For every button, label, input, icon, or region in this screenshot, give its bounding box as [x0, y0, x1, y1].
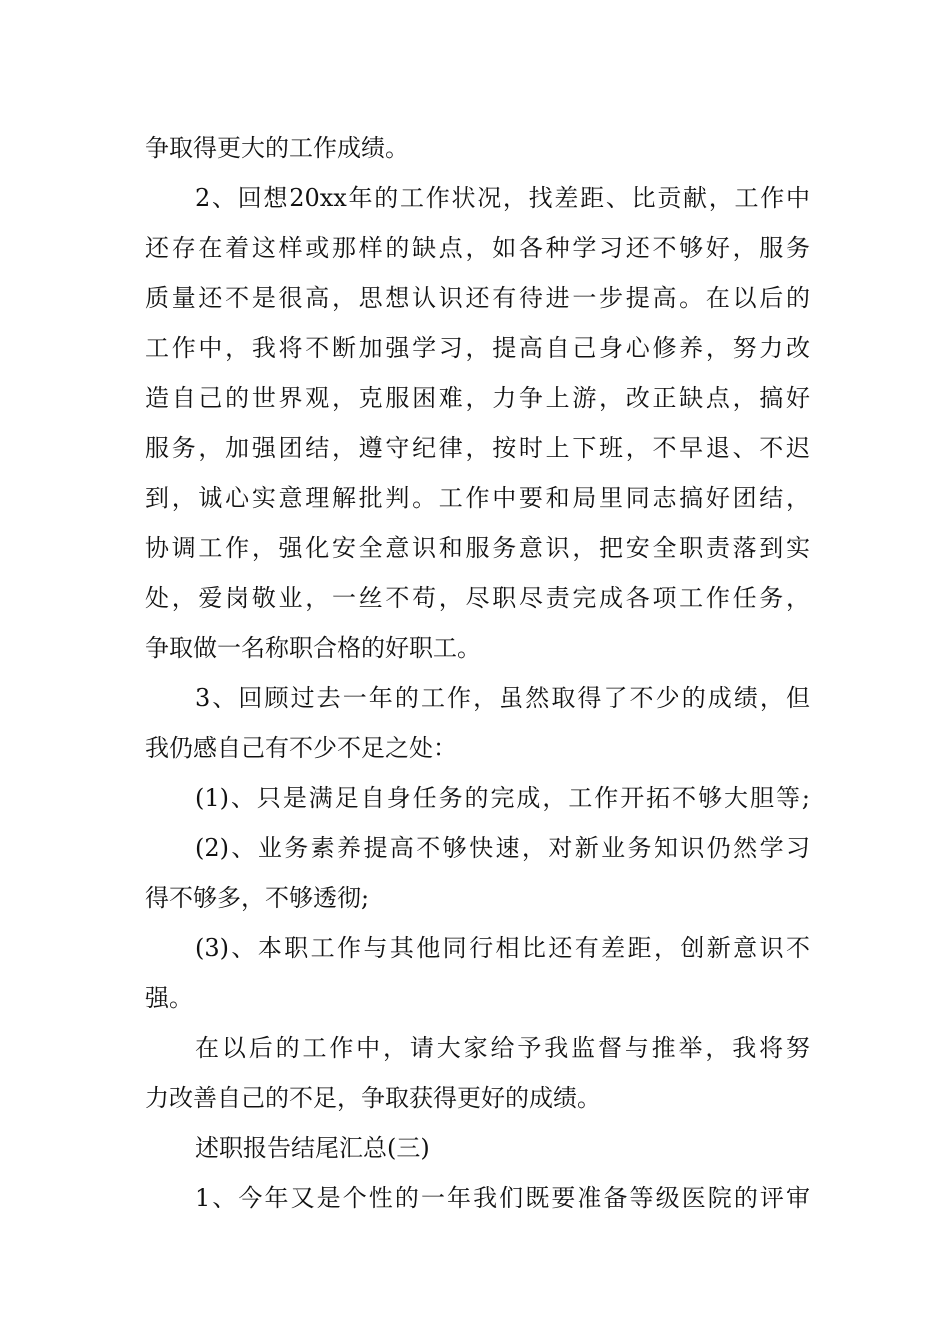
text-line: 工作中，我将不断加强学习，提高自己身心修养，努力改	[145, 334, 810, 362]
text-line: (1)、只是满足自身任务的完成，工作开拓不够大胆等;	[195, 784, 810, 812]
text-line: 在以后的工作中，请大家给予我监督与推举，我将努	[195, 1034, 810, 1062]
text-line: 3、回顾过去一年的工作，虽然取得了不少的成绩，但	[195, 684, 810, 712]
text-line: 还存在着这样或那样的缺点，如各种学习还不够好，服务	[145, 234, 810, 262]
text-line: (2)、业务素养提高不够快速，对新业务知识仍然学习	[195, 834, 810, 862]
text-line: 得不够多，不够透彻;	[145, 884, 370, 912]
section-heading: 述职报告结尾汇总(三)	[195, 1134, 430, 1162]
text-line: 强。	[145, 984, 193, 1012]
text-line: 协调工作，强化安全意识和服务意识，把安全职责落到实	[145, 534, 810, 562]
text-line: 到，诚心实意理解批判。工作中要和局里同志搞好团结，	[145, 484, 810, 512]
text-line: 争取做一名称职合格的好职工。	[145, 634, 481, 662]
text-line: 质量还不是很高，思想认识还有待进一步提高。在以后的	[145, 284, 810, 312]
text-line: 争取得更大的工作成绩。	[145, 134, 409, 162]
text-line: 力改善自己的不足，争取获得更好的成绩。	[145, 1084, 601, 1112]
text-line: 1、今年又是个性的一年我们既要准备等级医院的评审	[195, 1184, 810, 1212]
text-line: 2、回想20xx年的工作状况，找差距、比贡献，工作中	[195, 184, 810, 212]
text-line: 造自己的世界观，克服困难，力争上游，改正缺点，搞好	[145, 384, 810, 412]
text-line: (3)、本职工作与其他同行相比还有差距，创新意识不	[195, 934, 810, 962]
text-line: 我仍感自己有不少不足之处：	[145, 734, 457, 762]
text-line: 服务，加强团结，遵守纪律，按时上下班，不早退、不迟	[145, 434, 810, 462]
text-line: 处，爱岗敬业，一丝不苟，尽职尽责完成各项工作任务，	[145, 584, 810, 612]
